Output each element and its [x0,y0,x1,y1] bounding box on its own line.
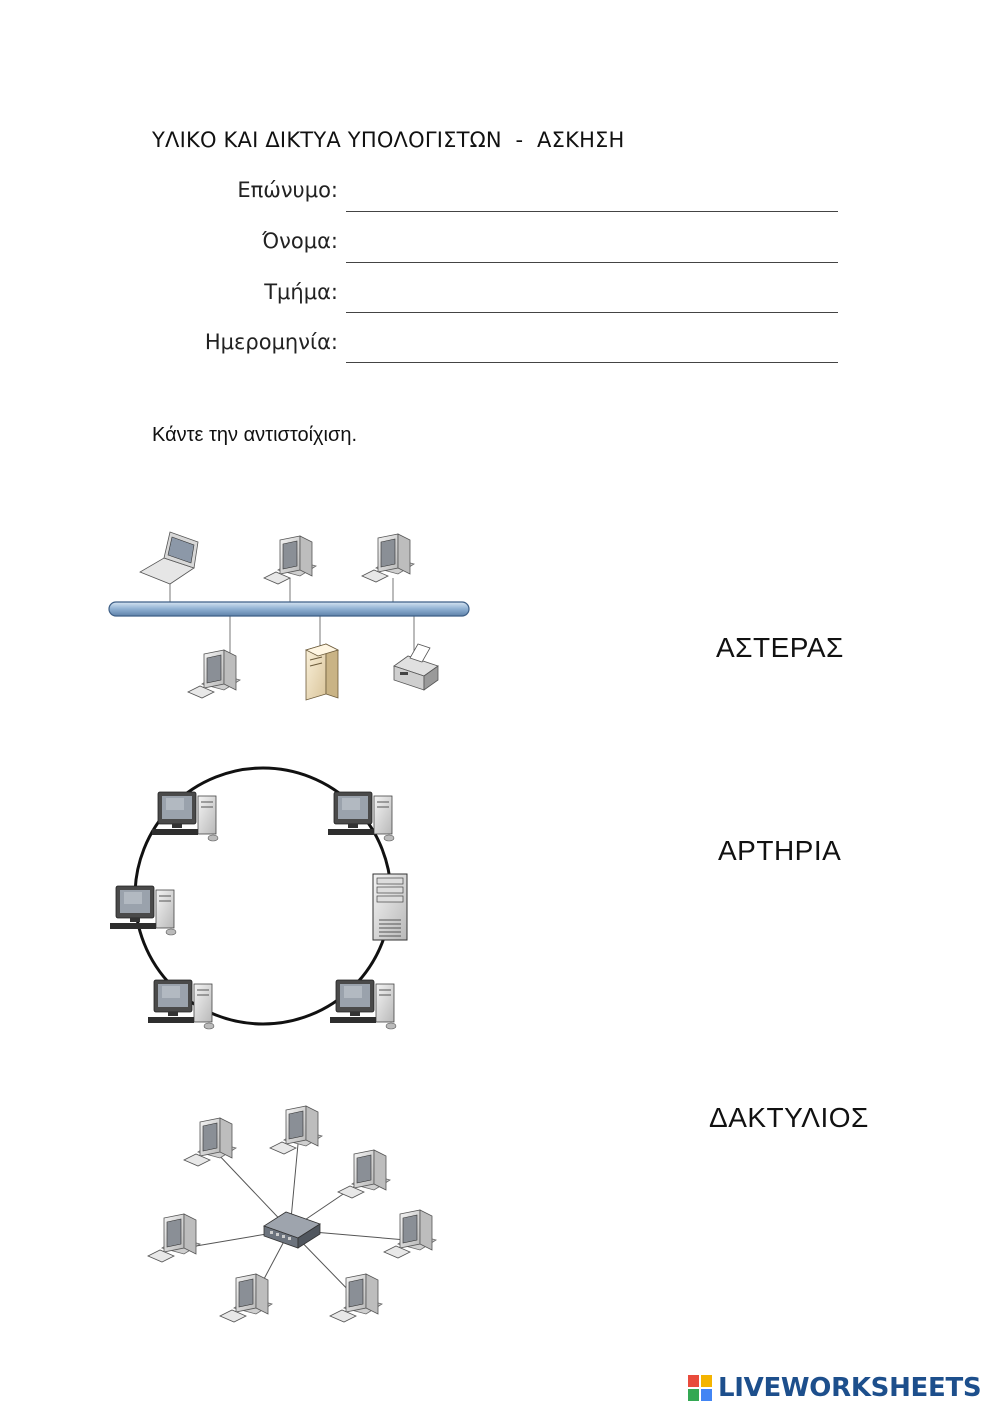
desktop-computer-icon [110,886,176,935]
desktop-computer-icon [384,1210,436,1258]
desktop-computer-icon [330,980,396,1029]
term-bus[interactable]: ΑΡΤΗΡΙΑ [718,835,842,866]
worksheet-title: ΥΛΙΚΟ ΚΑΙ ΔΙΚΤΥΑ ΥΠΟΛΟΓΙΣΤΩΝ - ΑΣΚΗΣΗ [152,128,625,152]
desktop-computer-icon [328,792,394,841]
desktop-computer-icon [362,534,414,582]
instruction-text: Κάντε την αντιστοίχιση. [152,424,358,446]
ring-topology-diagram [100,760,430,1050]
tower-server-icon [373,874,407,940]
laptop-icon [140,532,198,584]
bus-topology-diagram [100,520,480,720]
surname-answer-line[interactable] [346,211,838,212]
desktop-computer-icon [220,1274,272,1322]
field-label-surname: Επώνυμο: [237,178,338,202]
liveworksheets-logo[interactable] [688,1372,981,1404]
desktop-computer-icon [148,1214,200,1262]
brand-name: LIVEWORKSHEETS [718,1373,982,1403]
class-answer-line[interactable] [346,312,838,313]
liveworksheets-logo-icon [688,1375,712,1401]
name-answer-line[interactable] [346,262,838,263]
desktop-computer-icon [270,1106,322,1154]
field-label-date: Ημερομηνία: [204,330,338,354]
desktop-computer-icon [338,1150,390,1198]
printer-icon [394,644,438,690]
term-star[interactable]: ΑΣΤΕΡΑΣ [716,632,844,663]
bus-cable [109,602,469,616]
server-icon [306,644,338,700]
desktop-computer-icon [264,536,316,584]
desktop-computer-icon [330,1274,382,1322]
network-switch-icon [264,1212,320,1248]
desktop-computer-icon [184,1118,236,1166]
field-label-class: Τμήμα: [264,280,338,304]
date-answer-line[interactable] [346,362,838,363]
star-topology-diagram [130,1100,460,1350]
term-ring[interactable]: ΔΑΚΤΥΛΙΟΣ [709,1102,869,1133]
desktop-computer-icon [188,650,240,698]
field-label-name: Όνομα: [262,229,338,253]
desktop-computer-icon [148,980,214,1029]
desktop-computer-icon [152,792,218,841]
